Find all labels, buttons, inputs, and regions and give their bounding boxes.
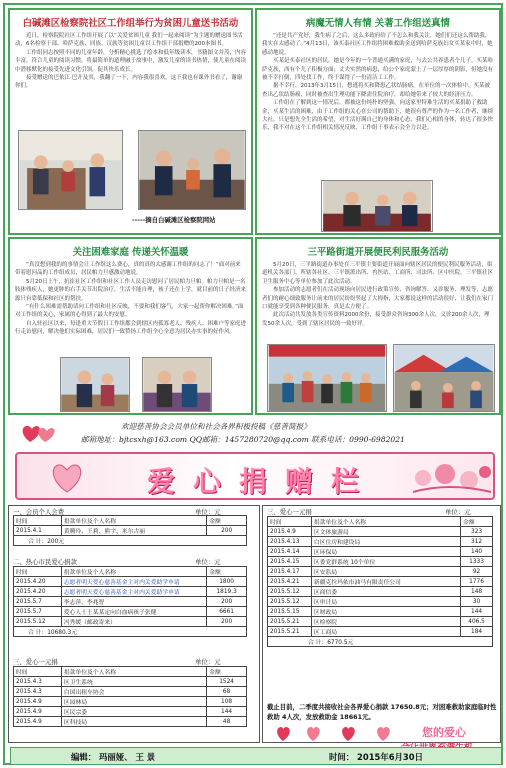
unit-label: 单位：元 [195,558,221,566]
hearts-decoration-icon [273,723,403,743]
photo-service-crowd [267,344,387,412]
col-time: 时间 [14,516,62,526]
unit-label: 单位：元 [195,508,221,516]
table-row: 2015.4.20 志愿者明天爱心慈善基金主对内关爱助学申请 1800 [14,577,247,587]
heart-decoration-icon [47,460,87,494]
banner-title: 爱心捐赠栏 [147,465,378,498]
table-row: 2015.4.20 志愿者明天爱心慈善基金主对内关爱助学申请 1819.3 [14,587,247,597]
article-paragraph: 工作组在了解到这一情况后，都被这份纯朴的坚强，向这家里特难生活的买某捐助了救助金，买某生活的困难，由于工作组的关心在公司的帮助下，她很有尊严的作为一名工作者，继续大社，只是想先全生活的希望，对生活好满自己的身体和心态，我们心相的身体，转达了很多快乐，我不对在这个工作组相关情况反映，工作组干事表示会全力以赴。 [262,100,494,132]
article-paragraph: 自入驻社区以来，每逢重大节假日工作组都会到辖区内孤寡老人、残疾人、困难户等家庭进行走访慰问，解决他们实际困难，居民们一致赞扬工作组全心全意为居民办实事的好作风。 [15,320,247,336]
col-donor: 捐款单位及个人名称 [61,667,206,677]
total-row: 合 计：10680.3元 [14,627,247,637]
section-heading: 三、爱心一元捐 [267,508,312,516]
article-paragraph: 工作组同志按照不同的儿童年龄，分析精心挑选了绘本和低年级读本，书籍图文并茂，内容丰富，符合儿童的阅读习惯，将最简单的道理融于故事中，激发儿童的读书热情，使儿童在阅读中潜移默化的接受先进文化引领，促其快乐成长。 [15,49,247,73]
col-time: 时间 [14,667,62,677]
section-heading: 三、爱心一元捐 [13,658,58,666]
citizen-donation-table [13,566,247,637]
donation-summary: 截止目前，二季度共接收社会各界爱心捐款 17650.8元；对困难救助家庭临时性救助 4人次，发放救助金 18661元。 [267,703,497,721]
photo-visit-home [321,180,433,232]
article-paragraph: “还是共产党好，我生病了之后，这么多政府给了不怎么和我关注，她们们还这么帮助我，我实在太感动了。”4月13日，该买泰社区工作组将困难救助金送到哈萨克族妇女买某家中时，她感动地说。 [262,33,493,56]
issue-date: 时间： 2015年6月30日 [329,752,423,762]
photo-service-tents [393,344,495,412]
table-row: 2015.4.9 区文体旅游局 323 [268,527,493,537]
member-fee-table [13,515,247,546]
table-row: 2015.4.3 白国出租车协会 68 [14,687,247,697]
col-donor: 捐款单位及个人名称 [61,567,207,577]
col-amount: 金额 [207,516,247,526]
one-yuan-table-left [13,666,247,727]
table-row: 2015.4.1 黄腾玲、王莉、熊宇、米尔古丽 200 [14,526,247,536]
table-row: 2015.4.3 区卫生系统 1524 [14,677,247,687]
unit-label: 单位：元 [445,508,471,516]
contact-invitation: 欢迎慈善协会会员单位和社会各界积极投稿《慈善简报》 [121,422,311,431]
table-row: 2015.4.9 区科技局 48 [14,717,247,727]
newsletter-page [3,3,503,765]
table-row: 2015.4.9 区民宗委 144 [14,707,247,717]
article-paragraph: “有什么困难需帮助请向工作组和社区反映，不要和我们客气，大家一起帮你解决困难。”面对工作组的关心，家属的心得到了最大的安慰。 [15,304,244,319]
donation-banner [15,452,495,500]
article-street-service [255,237,501,415]
editors-label: 编辑： 玛丽娅、 王 景 [71,752,156,762]
table-row: 2015.4.13 白区住房和建设局 312 [268,537,493,547]
section-heading: 一、会员个人会费 [13,508,65,516]
article-paragraph: 买某是买泰社区的居民，她是今年的一个普通买满的家庭，与去公共养患者个儿子。买某哈萨克族，西有个儿子积极方面；丈夫实然的病患，给公个家庭蒙上了一层厚厚的阴影，但她没有被不幸打倒，四处找工作，终于谋得了一份清洁工工作。 [262,58,494,82]
slogan-line-1: 您的爱心 [422,726,466,739]
unit-label: 单位：元 [195,658,221,666]
table-row: 2015.4.9 区园林局 108 [14,697,247,707]
article-illness-support [255,8,501,235]
article-paragraph: 据不幸行，2013年3月15日，想逃将买和降患乙状结肠癌，在单位的一次体检中，买某被查出乙状结肠癌，同时被查出生理功能下降需住院治疗，却给她带来了较大的经济压力。 [262,83,490,98]
article-paragraph: “真没想到我的的事情会让工作组这么费心，真的真的太感谢工作组的同志了！”面对前来带着慰问品的工作组成员，居民帕力旦感激动地说。 [15,262,241,277]
article-school-books [8,8,253,235]
section-heading: 二、热心市民爱心捐款 [13,558,77,566]
col-time: 时间 [14,567,62,577]
photo-home-visit-1 [60,357,130,412]
photo-children-reading [18,130,123,210]
table-row: 2015.4.17 区安监局 92 [268,567,493,577]
article-paragraph: 5月20日，三平路街道办事处在三平镇主要街道开展面向辖区居民的便民利民服务活动，街道机关各部门、所辖各社区、三平镇派出所、兽医站、工商所、司法所、区中医院、三平镇社区卫生服务中心等单位参加了此次活动。 [262,262,494,285]
footer-bar [10,747,502,765]
total-row: 合 计：200元 [14,536,247,546]
table-row: 2015.5.7 李志萍、李兆智 200 [14,597,247,607]
hearts-icon [21,422,57,444]
one-yuan-table-right [267,516,493,647]
contact-bar [11,420,499,448]
col-donor: 捐款单位及个人名称 [311,517,460,527]
article-title: 白碱滩区检察院社区工作组举行为贫困儿童送书活动 [22,18,239,29]
table-row: 2015.5.12 冯秀媛（邮政寄来） 200 [14,617,247,627]
article-title: 关注困难家庭 传递关怀温暖 [72,247,189,258]
table-row: 2015.5.7 爱心人士王某某定向白血病孩子张健 6661 [14,607,247,617]
article-paragraph: 参加活动的志愿者们在活动现场向居民进行政策宣传、咨询解答、义诊服务、理发等，志愿者们的耐心细致服务让前来的居民纷纷竖起了大拇指，大家都说这样的活动很好，让我们在家门口就能享受到各种便民服务，真是太方便了。 [262,287,494,311]
article-title: 病魔无情人有情 关著工作组送真情 [306,18,450,29]
floral-decoration-icon [409,458,493,498]
table-row: 2015.5.15 区财政局 144 [268,607,493,617]
photo-officers-with-kids [138,130,246,210]
table-row: 2015.4.15 区委党群系统 10个单位 1333 [268,557,493,567]
article-paragraph: 接受赠送的巴依江·巴开及其，我翻了一下，内容我很喜欢，这下我也有课外书看了，谢谢你们。 [15,75,243,90]
article-paragraph: 5月20日上午，抗崔社区工作组和社区工作人员走访慰问了居民帕力旦帕。帕力旦帕是一名肢体残疾人，她更肿的右手关节出院治疗，生活不能自理，孩子还在上学，就目前的日子经济来源只有靠低保和社区的帮扶。 [15,278,247,302]
table-row: 2015.5.21 区工商局 184 [268,627,493,637]
col-donor: 捐款单位及个人名称 [61,516,206,526]
col-time: 时间 [268,517,312,527]
article-source-caption: -----摘自白碱滩区检察院网站 [132,216,216,224]
photo-home-visit-2 [142,357,212,412]
table-row: 2015.4.21 新疆克拉玛依市油马有限责任公司 1776 [268,577,493,587]
table-row: 2015.5.21 区检察院 406.5 [268,617,493,627]
table-row: 2015.5.12 区商信委 148 [268,587,493,597]
article-family-care [8,237,253,415]
article-paragraph: 近日，检察院院社区工作组开展了以“关爱贫困儿童 我们一起来阅读”为主题的赠送图书活动，6名检察干部、哈萨克族、回族、汉族等贫困儿童以工作组干部捐赠的200本图书。 [15,33,243,48]
table-row: 2015.4.14 区环保局 140 [268,547,493,557]
contact-details: 邮箱地址：bjtcsxh@163.com QQ邮箱：1457280720@qq.com 联系电话：0990-6982021 [81,435,405,444]
article-title: 三平路街道开展便民利民服务活动 [307,247,449,258]
col-amount: 金额 [207,667,247,677]
col-amount: 金额 [207,567,247,577]
table-row: 2015.5.12 区审计局 30 [268,597,493,607]
total-row: 合 计：6770.5元 [268,637,493,647]
article-paragraph: 此次活动共发放各类宣传资料2000余份，接受群众咨询300余人次，义诊200余人次，理发50余人次，受到了辖区居民的一致好评。 [262,312,490,327]
col-amount: 金额 [461,517,493,527]
